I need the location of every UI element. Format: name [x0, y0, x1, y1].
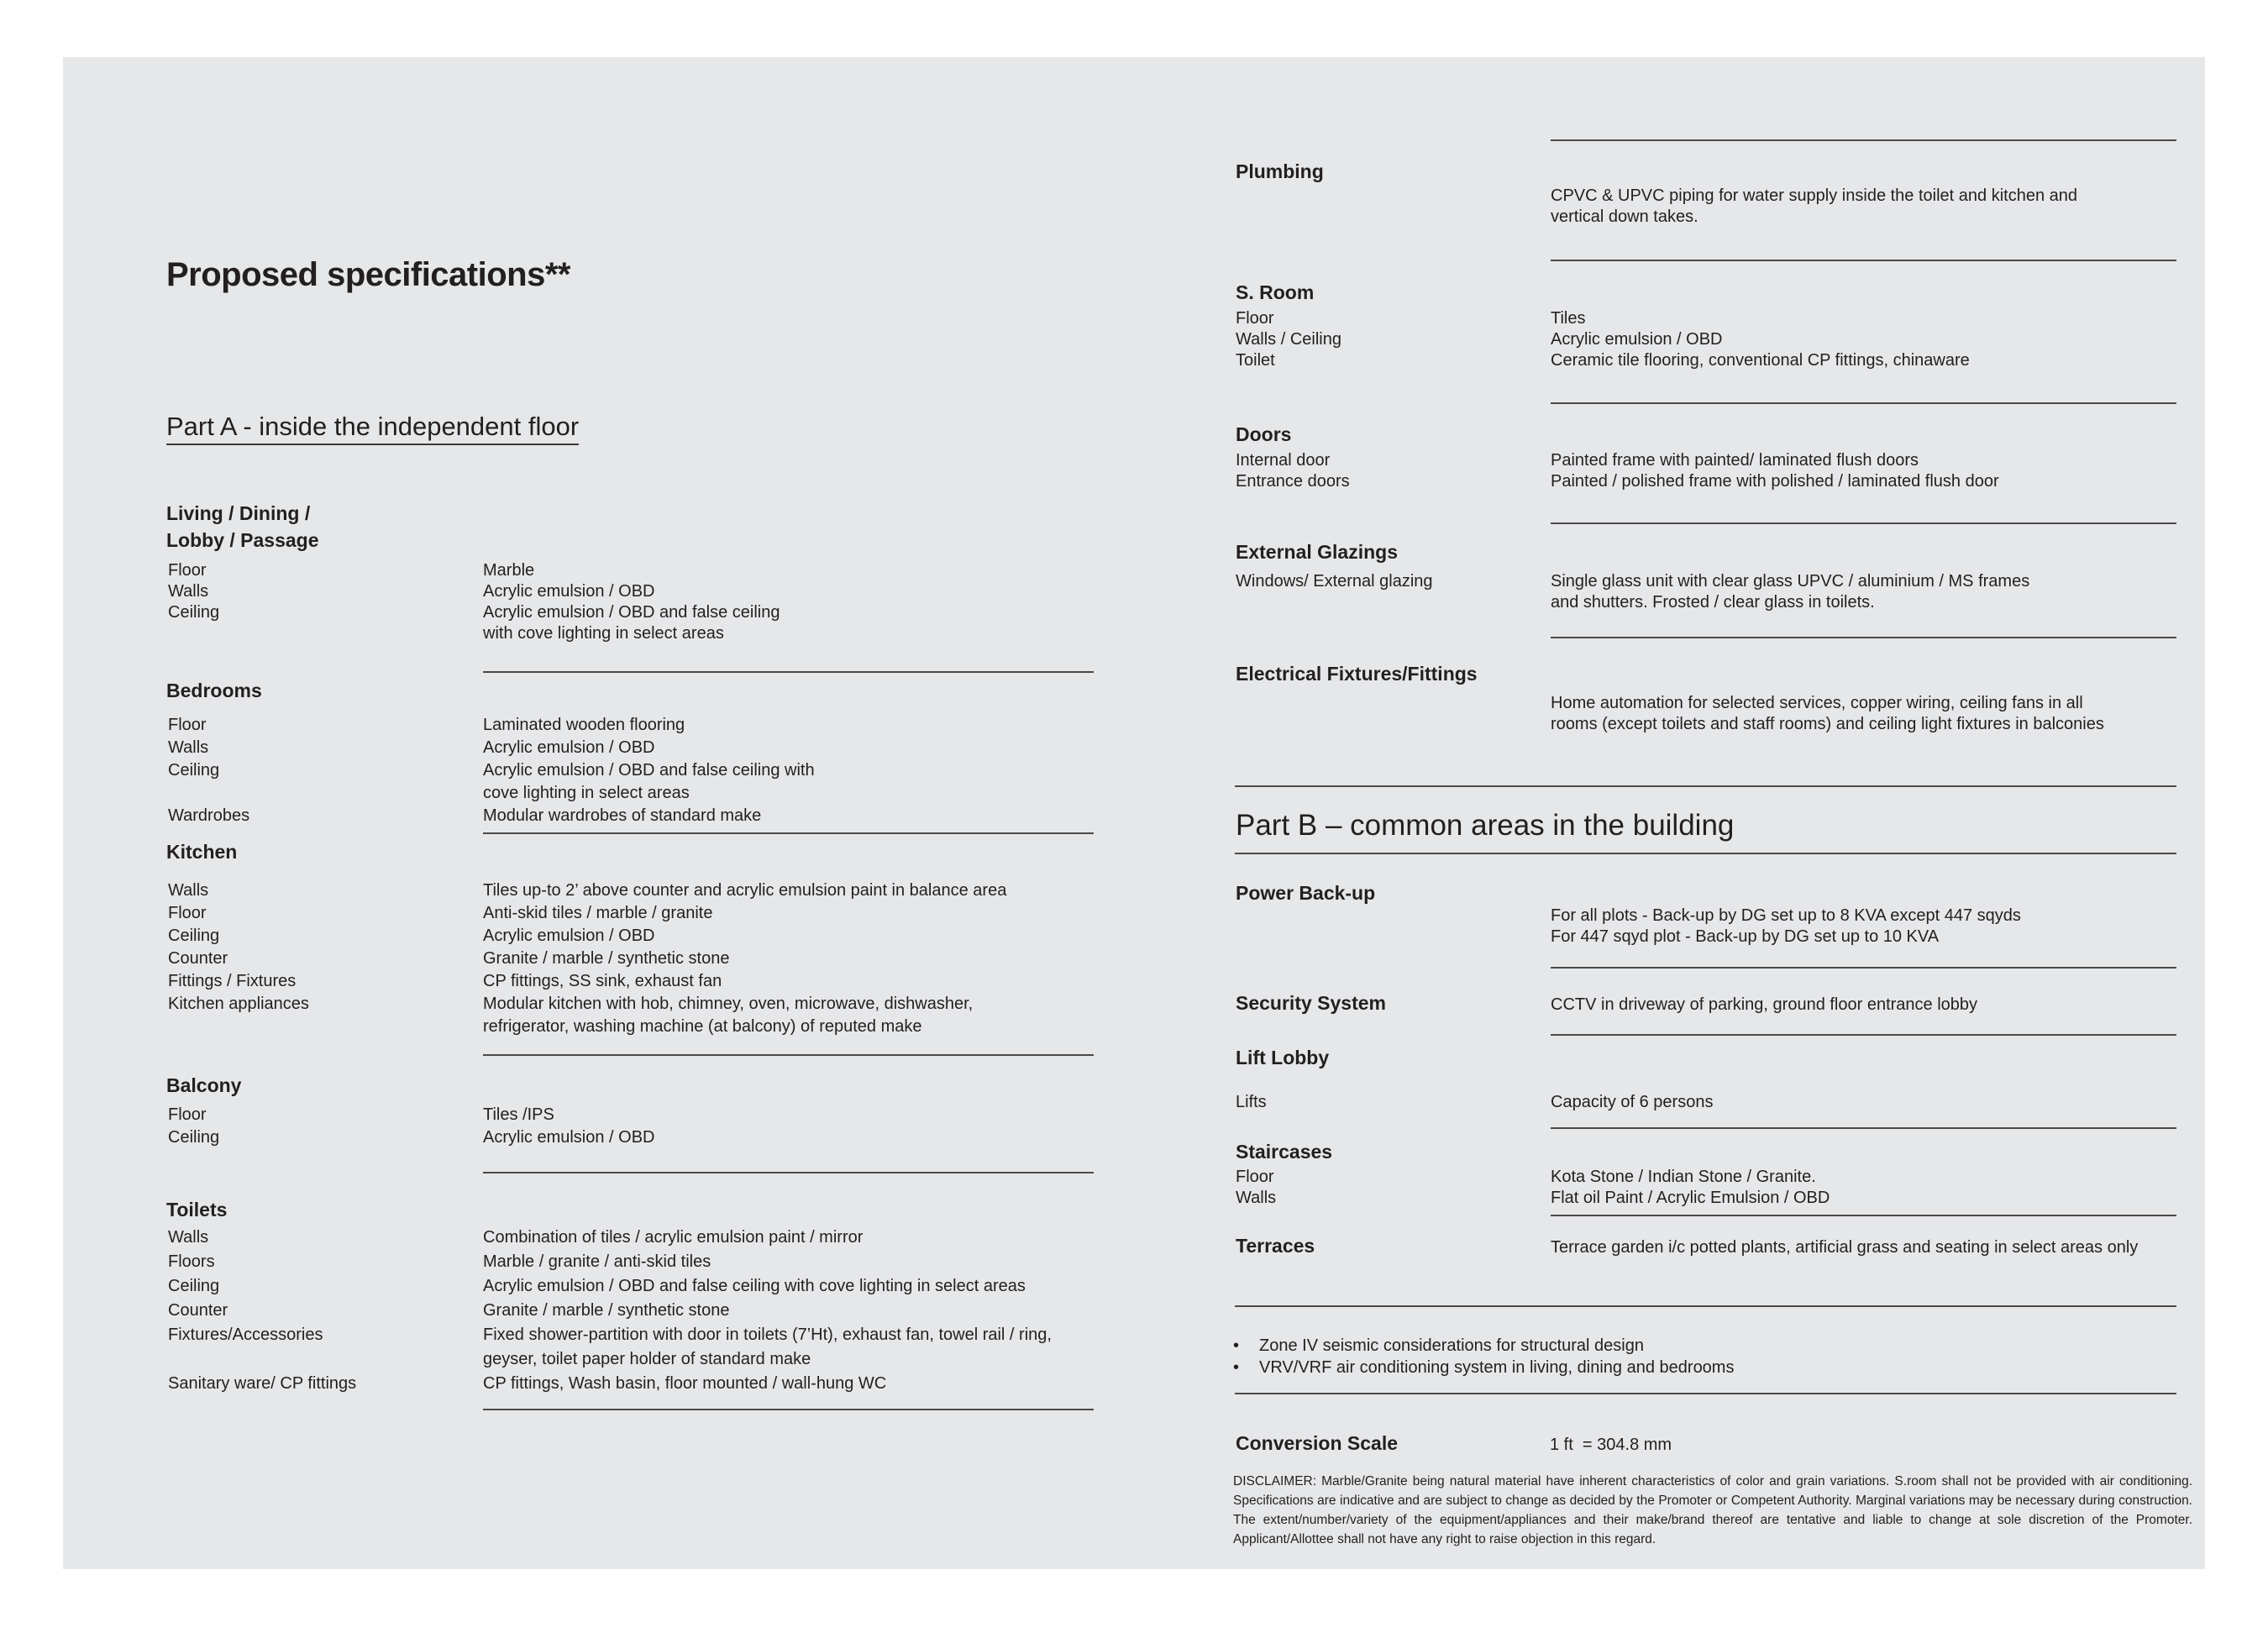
section-heading-doors: Doors [1236, 423, 1292, 445]
spec-label: Wardrobes [168, 806, 250, 825]
spec-value-cont: vertical down takes. [1551, 207, 1698, 226]
spec-value: Terrace garden i/c potted plants, artificial grass and seating in select areas only [1551, 1238, 2139, 1257]
section-heading-kitchen: Kitchen [166, 841, 238, 863]
spec-label: Counter [168, 1301, 228, 1320]
spec-label: Lifts [1236, 1093, 1267, 1111]
spec-label: Floors [168, 1252, 215, 1271]
spec-label: Walls [168, 1228, 209, 1247]
spec-label: Floor [168, 561, 207, 580]
spec-value: Anti-skid tiles / marble / granite [483, 904, 713, 922]
spec-label: Ceiling [168, 1277, 220, 1295]
section-heading-balcony: Balcony [166, 1074, 242, 1096]
bullet-icon: • [1233, 1336, 1240, 1355]
spec-value: Marble [483, 561, 535, 580]
section-heading-external-glazings: External Glazings [1236, 541, 1399, 563]
spec-value: Acrylic emulsion / OBD [483, 738, 655, 757]
section-heading-living: Living / Dining / [166, 502, 311, 524]
divider [1551, 637, 2176, 638]
divider [1551, 1215, 2176, 1216]
divider [1551, 1034, 2176, 1036]
spec-value: CP fittings, SS sink, exhaust fan [483, 972, 722, 990]
spec-value: Acrylic emulsion / OBD and false ceiling with cove lighting in select areas [483, 1277, 1026, 1295]
spec-value: Tiles /IPS [483, 1105, 554, 1124]
spec-value: For all plots - Back-up by DG set up to 8 KVA except 447 sqyds [1551, 906, 2021, 925]
spec-value: CCTV in driveway of parking, ground floor entrance lobby [1551, 995, 1978, 1014]
divider [1551, 402, 2176, 404]
spec-label: Floor [1236, 1168, 1274, 1186]
divider [1551, 1127, 2176, 1129]
spec-value-cont: cove lighting in select areas [483, 784, 690, 802]
spec-value-cont: and shutters. Frosted / clear glass in toilets. [1551, 593, 1875, 612]
spec-value: Home automation for selected services, copper wiring, ceiling fans in all [1551, 694, 2083, 712]
spec-value: Acrylic emulsion / OBD [1551, 330, 1723, 349]
section-heading-toilets: Toilets [166, 1199, 228, 1221]
spec-label: Fittings / Fixtures [168, 972, 297, 990]
spec-value: Marble / granite / anti-skid tiles [483, 1252, 711, 1271]
spec-value: Ceramic tile flooring, conventional CP fittings, chinaware [1551, 351, 1970, 370]
section-heading-security: Security System [1236, 992, 1386, 1014]
section-heading-electrical: Electrical Fixtures/Fittings [1236, 663, 1478, 685]
spec-value: Acrylic emulsion / OBD [483, 1128, 655, 1147]
spec-label: Kitchen appliances [168, 995, 309, 1013]
spec-value: CP fittings, Wash basin, floor mounted / wall-hung WC [483, 1374, 887, 1393]
spec-value: Painted frame with painted/ laminated flush doors [1551, 451, 1919, 470]
spec-label: Walls [168, 582, 209, 601]
spec-label: Floor [168, 1105, 207, 1124]
spec-label: Fixtures/Accessories [168, 1326, 323, 1344]
part-b-heading: Part B – common areas in the building [1236, 809, 1735, 842]
spec-value: Single glass unit with clear glass UPVC / aluminium / MS frames [1551, 572, 2030, 591]
bullet-text: VRV/VRF air conditioning system in living, dining and bedrooms [1259, 1358, 1735, 1377]
section-heading-power-backup: Power Back-up [1236, 882, 1376, 904]
spec-value: Flat oil Paint / Acrylic Emulsion / OBD [1551, 1189, 1830, 1207]
section-heading-bedrooms: Bedrooms [166, 680, 262, 701]
spec-label: Walls [1236, 1189, 1277, 1207]
spec-value: Acrylic emulsion / OBD and false ceiling with [483, 761, 815, 780]
bullet-icon: • [1233, 1358, 1240, 1377]
spec-label: Ceiling [168, 1128, 220, 1147]
spec-value: Acrylic emulsion / OBD [483, 582, 655, 601]
divider [1551, 522, 2176, 524]
divider [1551, 139, 2176, 141]
section-heading-lift-lobby: Lift Lobby [1236, 1047, 1330, 1068]
spec-label: Floor [168, 904, 207, 922]
conversion-value: 1 ft = 304.8 mm [1550, 1436, 1672, 1454]
spec-value: Tiles up-to 2’ above counter and acrylic emulsion paint in balance area [483, 881, 1007, 900]
page-title: Proposed specifications** [166, 256, 570, 293]
spec-value: CPVC & UPVC piping for water supply inside the toilet and kitchen and [1551, 186, 2078, 205]
spec-value: Granite / marble / synthetic stone [483, 1301, 730, 1320]
section-heading-staircases: Staircases [1236, 1141, 1333, 1163]
spec-label: Ceiling [168, 761, 220, 780]
divider [483, 832, 1094, 834]
divider [1235, 853, 2176, 854]
spec-label: Internal door [1236, 451, 1331, 470]
spec-value: Painted / polished frame with polished / laminated flush door [1551, 472, 1999, 491]
spec-value: Acrylic emulsion / OBD and false ceiling [483, 603, 780, 622]
spec-label: Sanitary ware/ CP fittings [168, 1374, 357, 1393]
divider [1235, 785, 2176, 787]
section-heading-plumbing: Plumbing [1236, 160, 1324, 182]
spec-label: Ceiling [168, 927, 220, 945]
spec-label: Walls [168, 881, 209, 900]
spec-value: Acrylic emulsion / OBD [483, 927, 655, 945]
spec-value: Tiles [1551, 309, 1586, 328]
spec-value: Combination of tiles / acrylic emulsion paint / mirror [483, 1228, 864, 1247]
spec-value: Modular wardrobes of standard make [483, 806, 762, 825]
section-heading-terraces: Terraces [1236, 1235, 1315, 1257]
spec-value: Kota Stone / Indian Stone / Granite. [1551, 1168, 1816, 1186]
section-heading-s-room: S. Room [1236, 281, 1315, 303]
divider [483, 671, 1094, 673]
spec-value: Laminated wooden flooring [483, 716, 685, 734]
section-heading-living-2: Lobby / Passage [166, 529, 319, 551]
divider [1235, 1305, 2176, 1307]
feature-bullet-list [1231, 1335, 1734, 1378]
part-a-heading: Part A - inside the independent floor [166, 412, 579, 445]
spec-label: Walls / Ceiling [1236, 330, 1341, 349]
spec-value-cont: geyser, toilet paper holder of standard make [483, 1350, 811, 1368]
divider [483, 1054, 1094, 1056]
spec-value: Fixed shower-partition with door in toilets (7’Ht), exhaust fan, towel rail / ring, [483, 1326, 1052, 1344]
disclaimer-text: DISCLAIMER: Marble/Granite being natural material have inherent characteristics of color and grain variations. S.room shall not be provided with air conditioning. Specifications are indicative and are subject to change as decided by the Promoter or Competent Authority. Marginal variations may be necessary during construction. The extent/number/variety of the equipment/appliances and their make/brand thereof are tentative and liable to change at sole discretion of the Promoter. Applicant/Allottee shall not have any right to raise objection in this regard. [1233, 1474, 2192, 1546]
spec-label: Entrance doors [1236, 472, 1350, 491]
spec-label: Counter [168, 949, 228, 968]
divider [1235, 1393, 2176, 1394]
bullet-item [1231, 1335, 1734, 1357]
section-heading-conversion-scale: Conversion Scale [1236, 1432, 1399, 1454]
spec-value-cont: rooms (except toilets and staff rooms) and ceiling light fixtures in balconies [1551, 715, 2104, 733]
spec-label: Windows/ External glazing [1236, 572, 1433, 591]
spec-value: Capacity of 6 persons [1551, 1093, 1714, 1111]
spec-value: Granite / marble / synthetic stone [483, 949, 730, 968]
spec-label: Toilet [1236, 351, 1275, 370]
bullet-item [1231, 1357, 1734, 1378]
spec-label: Floor [1236, 309, 1274, 328]
bullet-text: Zone IV seismic considerations for structural design [1259, 1336, 1644, 1355]
divider [483, 1409, 1094, 1410]
spec-value-cont: with cove lighting in select areas [483, 624, 724, 643]
spec-value-cont: refrigerator, washing machine (at balcony) of reputed make [483, 1017, 922, 1036]
divider [1551, 260, 2176, 261]
spec-label: Ceiling [168, 603, 220, 622]
spec-label: Floor [168, 716, 207, 734]
spec-value: Modular kitchen with hob, chimney, oven, microwave, dishwasher, [483, 995, 974, 1013]
spec-label: Walls [168, 738, 209, 757]
divider [483, 1172, 1094, 1173]
spec-value-cont: For 447 sqyd plot - Back-up by DG set up to 10 KVA [1551, 927, 1940, 946]
divider [1551, 967, 2176, 969]
